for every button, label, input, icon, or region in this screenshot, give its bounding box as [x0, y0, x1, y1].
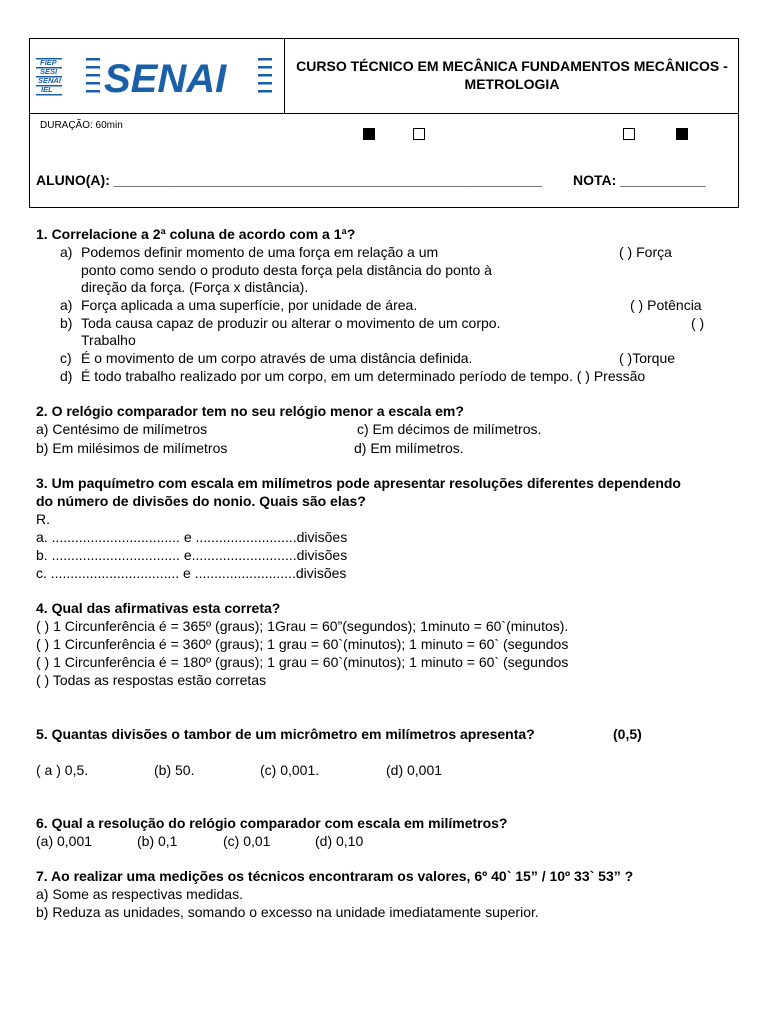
q4-option[interactable]: ( ) 1 Circunferência é = 365º (graus); 1Grau = 60”(segundos); 1minuto = 60`(minutos).: [36, 618, 569, 634]
checkbox-3[interactable]: [623, 128, 635, 140]
q1-item-letter: c): [60, 350, 72, 366]
q1-item-letter: b): [60, 315, 73, 331]
q5-option[interactable]: (c) 0,001.: [260, 762, 320, 778]
logo-line-2: SESI: [40, 67, 58, 76]
q1-item-text: Podemos definir momento de uma força em relação a um: [81, 244, 439, 260]
q3-title: 3. Um paquímetro com escala em milímetros pode apresentar resoluções diferentes dependendo: [36, 475, 681, 491]
senai-logo-graphic: [36, 53, 278, 99]
q4-title: 4. Qual das afirmativas esta correta?: [36, 600, 281, 616]
q7-item: a) Some as respectivas medidas.: [36, 886, 243, 902]
q1-item-letter: a): [60, 297, 73, 313]
q5-option[interactable]: (b) 50.: [154, 762, 195, 778]
student-info-box: [29, 114, 739, 208]
header-divider: [284, 39, 285, 113]
q6-option[interactable]: (d) 0,10: [315, 833, 364, 849]
q2-title: 2. O relógio comparador tem no seu relógio menor a escala em?: [36, 403, 464, 419]
q1-item-text: É todo trabalho realizado por um corpo, em um determinado período de tempo. ( ) Pressão: [81, 368, 646, 384]
q2-option[interactable]: c) Em décimos de milímetros.: [357, 421, 542, 437]
grade-field[interactable]: NOTA: ___________: [573, 172, 706, 188]
q1-answer[interactable]: ( ) Força: [619, 244, 672, 260]
q7-title: 7. Ao realizar uma medições os técnicos encontraram os valores, 6º 40` 15” / 10º 33` 53” ?: [36, 868, 634, 884]
q1-item-text: É o movimento de um corpo através de uma distância definida.: [81, 350, 473, 366]
logo-line-1: FIEP: [40, 58, 57, 67]
q1-item-text: direção da força. (Força x distância).: [81, 279, 309, 295]
q1-answer[interactable]: ( ): [691, 315, 705, 331]
q6-option[interactable]: (c) 0,01: [223, 833, 271, 849]
q1-item-text: Trabalho: [81, 332, 136, 348]
logo-line-3: SENAI: [38, 76, 61, 85]
q3-answer-line[interactable]: c. ................................. e ..........................divisões: [36, 565, 347, 581]
q5-title: 5. Quantas divisões o tambor de um micrômetro em milímetros apresenta?: [36, 726, 535, 742]
q1-item-text: Força aplicada a uma superfície, por unidade de área.: [81, 297, 418, 313]
logo-senai-text: SENAI: [104, 57, 227, 99]
checkbox-2[interactable]: [413, 128, 425, 140]
q1-answer[interactable]: ( ) Potência: [630, 297, 702, 313]
header-box: [29, 38, 739, 114]
student-name-field[interactable]: ALUNO(A): _______________________________________________________: [36, 172, 542, 188]
q7-item: b) Reduza as unidades, somando o excesso na unidade imediatamente superior.: [36, 904, 539, 920]
checkbox-4[interactable]: [676, 128, 688, 140]
q4-option[interactable]: ( ) Todas as respostas estão corretas: [36, 672, 267, 688]
logo-line-4: IEL: [41, 85, 53, 94]
q3-title: do número de divisões do nonio. Quais são elas?: [36, 493, 366, 509]
q3-answer-line[interactable]: a. ................................. e ..........................divisões: [36, 529, 348, 545]
q5-points: (0,5): [613, 726, 642, 742]
q2-option[interactable]: a) Centésimo de milímetros: [36, 421, 208, 437]
q1-item-letter: d): [60, 368, 73, 384]
q4-option[interactable]: ( ) 1 Circunferência é = 360º (graus); 1 grau = 60`(minutos); 1 minuto = 60` (segundos: [36, 636, 569, 652]
q1-item-letter: a): [60, 244, 73, 260]
course-title: CURSO TÉCNICO EM MECÂNICA FUNDAMENTOS MECÂNICOS - METROLOGIA: [296, 58, 728, 92]
q1-item-text: Toda causa capaz de produzir ou alterar o movimento de um corpo.: [81, 315, 501, 331]
q1-title: 1. Correlacione a 2ª coluna de acordo com a 1ª?: [36, 226, 356, 242]
q6-title: 6. Qual a resolução do relógio comparador com escala em milímetros?: [36, 815, 508, 831]
q3-answer-line[interactable]: b. ................................. e...........................divisões: [36, 547, 348, 563]
duration-label: DURAÇÃO: 60min: [40, 120, 123, 131]
q1-item-text: ponto como sendo o produto desta força pela distância do ponto à: [81, 262, 492, 278]
q5-option[interactable]: (d) 0,001: [386, 762, 443, 778]
q2-option[interactable]: d) Em milímetros.: [354, 440, 464, 456]
q4-option[interactable]: ( ) 1 Circunferência é = 180º (graus); 1 grau = 60`(minutos); 1 minuto = 60` (segundos: [36, 654, 569, 670]
q6-option[interactable]: (a) 0,001: [36, 833, 93, 849]
q2-option[interactable]: b) Em milésimos de milímetros: [36, 440, 228, 456]
q3-answer-label: R.: [36, 511, 50, 527]
senai-logo: [36, 53, 278, 99]
q6-option[interactable]: (b) 0,1: [137, 833, 178, 849]
q5-option[interactable]: ( a ) 0,5.: [36, 762, 89, 778]
checkbox-1[interactable]: [363, 128, 375, 140]
q1-answer[interactable]: ( )Torque: [619, 350, 676, 366]
